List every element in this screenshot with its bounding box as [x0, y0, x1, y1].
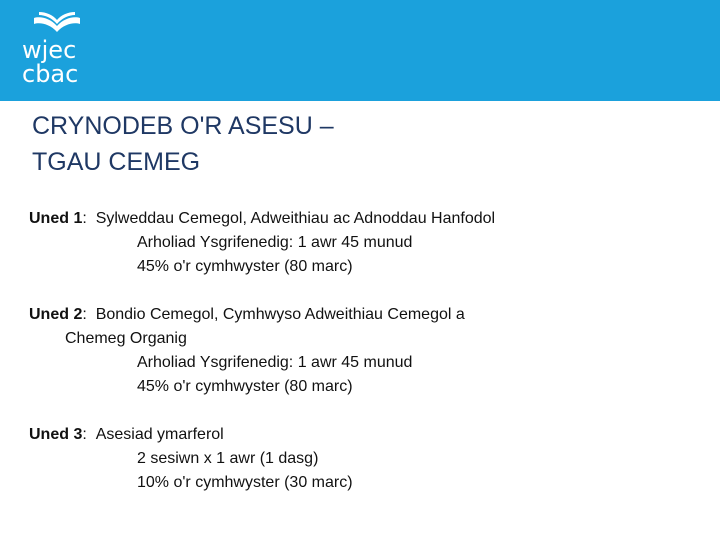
wjec-cbac-logo — [22, 12, 92, 88]
open-book-icon — [28, 12, 86, 34]
unit-1-label-colon: : — [82, 210, 96, 227]
unit-3-label: Uned 3 — [29, 426, 83, 443]
unit-3-detail-1: 2 sesiwn x 1 awr (1 dasg) — [137, 450, 319, 467]
unit-2-detail-2: 45% o'r cymhwyster (80 marc) — [137, 378, 353, 395]
unit-2-heading-row — [29, 303, 699, 327]
header-band — [0, 0, 720, 101]
unit-1-detail-2: 45% o'r cymhwyster (80 marc) — [137, 258, 353, 275]
unit-1-label: Uned 1 — [29, 210, 83, 227]
unit-2-detail-1: Arholiad Ysgrifenedig: 1 awr 45 munud — [137, 354, 413, 371]
unit-3-detail-2: 10% o'r cymhwyster (30 marc) — [137, 474, 353, 491]
unit-2-name: Bondio Cemegol, Cymhwyso Adweithiau Cemegol a — [95, 306, 465, 323]
assessment-summary — [29, 207, 699, 519]
unit-1-block — [29, 207, 699, 279]
unit-3-label-colon: : — [82, 426, 96, 443]
unit-2-block — [29, 303, 699, 399]
unit-1-name: Sylweddau Cemegol, Adweithiau ac Adnoddau Hanfodol — [95, 210, 496, 227]
slide-title — [32, 108, 632, 180]
unit-3-heading-row — [29, 423, 699, 447]
logo-text-wjec: wjec — [22, 36, 77, 64]
unit-3-name: Asesiad ymarferol — [95, 426, 224, 443]
unit-2-name-continued: Chemeg Organig — [65, 330, 187, 347]
slide-title-line-1: CRYNODEB O'R ASESU – — [32, 112, 334, 140]
unit-3-block — [29, 423, 699, 495]
slide-title-line-2: TGAU CEMEG — [32, 148, 201, 176]
unit-1-detail-1: Arholiad Ysgrifenedig: 1 awr 45 munud — [137, 234, 413, 251]
unit-1-heading-row — [29, 207, 699, 231]
logo-text-cbac: cbac — [22, 60, 79, 88]
unit-2-label-colon: : — [82, 306, 96, 323]
unit-2-label: Uned 2 — [29, 306, 83, 323]
